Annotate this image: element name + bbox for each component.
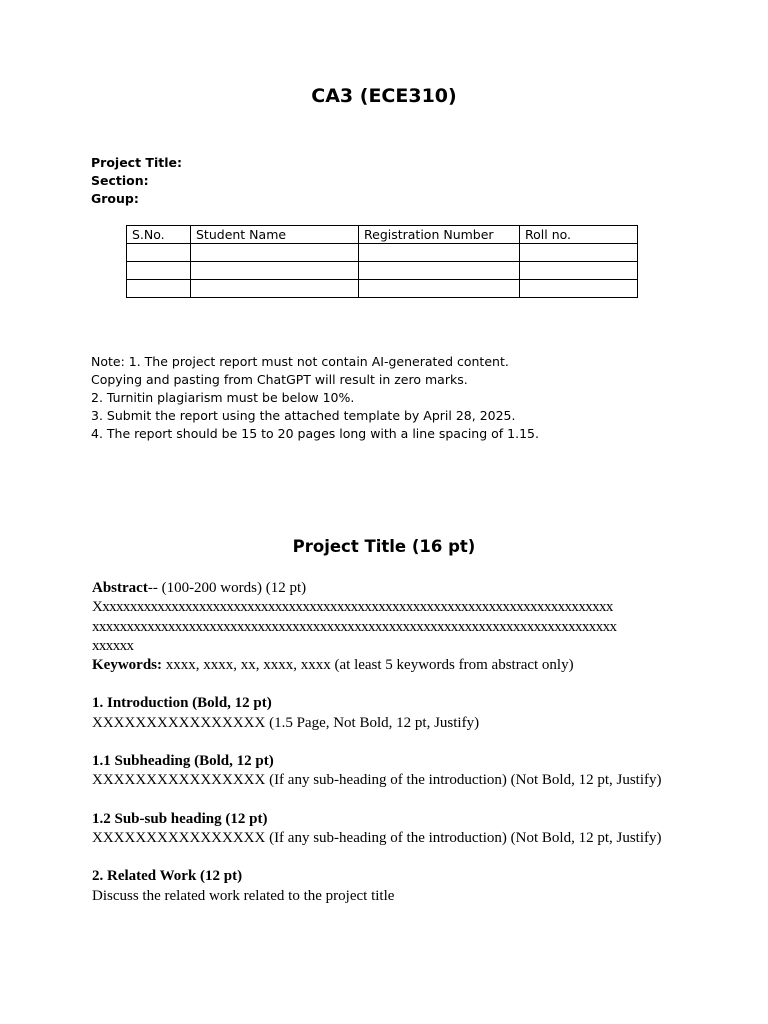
section-body: XXXXXXXXXXXXXXXX (1.5 Page, Not Bold, 12 pt, Justify) [92, 714, 480, 731]
keywords-label: Keywords: [92, 657, 162, 674]
section-body: XXXXXXXXXXXXXXXX (If any sub-heading of the introduction) (Not Bold, 12 pt, Justify) [92, 772, 662, 789]
header-student-name: Student Name [191, 226, 359, 244]
table-cell [520, 280, 638, 298]
student-table [126, 225, 638, 298]
note-line: Copying and pasting from ChatGPT will result in zero marks. [91, 372, 468, 387]
notes-block [91, 353, 539, 443]
abstract-text-line: xxxxxxxxxxxxxxxxxxxxxxxxxxxxxxxxxxxxxxxxxxxxxxxxxxxxxxxxxxxxxxxxxxxxxxxxxxxx [92, 618, 617, 635]
header-roll-no: Roll no. [520, 226, 638, 244]
abstract-line [92, 579, 662, 598]
section-body: Discuss the related work related to the project title [92, 887, 395, 904]
note-line: 3. Submit the report using the attached template by April 28, 2025. [91, 408, 516, 423]
table-cell [127, 262, 191, 280]
table-cell [191, 244, 359, 262]
note-line: 2. Turnitin plagiarism must be below 10%. [91, 390, 355, 405]
table-cell [191, 280, 359, 298]
table-row [127, 262, 638, 280]
note-line: 4. The report should be 15 to 20 pages long with a line spacing of 1.15. [91, 426, 539, 441]
table-cell [520, 262, 638, 280]
section-body: XXXXXXXXXXXXXXXX (If any sub-heading of the introduction) (Not Bold, 12 pt, Justify) [92, 829, 662, 846]
table-cell [359, 262, 520, 280]
template-project-title: Project Title (16 pt) [292, 537, 476, 556]
table-cell [520, 244, 638, 262]
table-header-row [127, 226, 638, 244]
section-heading: 1.1 Subheading (Bold, 12 pt) [92, 753, 274, 770]
table-cell [359, 280, 520, 298]
abstract-text-line: xxxxxx [92, 637, 134, 654]
template-body [92, 579, 662, 906]
project-meta [91, 154, 182, 208]
keywords-line [92, 656, 662, 675]
table-cell [191, 262, 359, 280]
header-registration-number: Registration Number [359, 226, 520, 244]
abstract-spec: -- (100-200 words) (12 pt) [147, 580, 307, 596]
section-heading: 1.2 Sub-sub heading (12 pt) [92, 810, 268, 827]
group-label: Group: [91, 191, 139, 206]
table-row [127, 280, 638, 298]
project-title-label: Project Title: [91, 155, 182, 170]
header-sno: S.No. [127, 226, 191, 244]
abstract-text-line: Xxxxxxxxxxxxxxxxxxxxxxxxxxxxxxxxxxxxxxxxxxxxxxxxxxxxxxxxxxxxxxxxxxxxxxxxxxx [92, 599, 613, 616]
document-title: CA3 (ECE310) [311, 85, 457, 107]
table-row [127, 244, 638, 262]
note-line: Note: 1. The project report must not contain AI-generated content. [91, 354, 509, 369]
section-heading: 2. Related Work (12 pt) [92, 868, 243, 885]
table-cell [127, 280, 191, 298]
table-cell [359, 244, 520, 262]
section-heading: 1. Introduction (Bold, 12 pt) [92, 695, 272, 712]
keywords-text: xxxx, xxxx, xx, xxxx, xxxx (at least 5 keywords from abstract only) [162, 657, 574, 674]
abstract-label: Abstract [92, 580, 148, 596]
section-label: Section: [91, 173, 149, 188]
table-cell [127, 244, 191, 262]
